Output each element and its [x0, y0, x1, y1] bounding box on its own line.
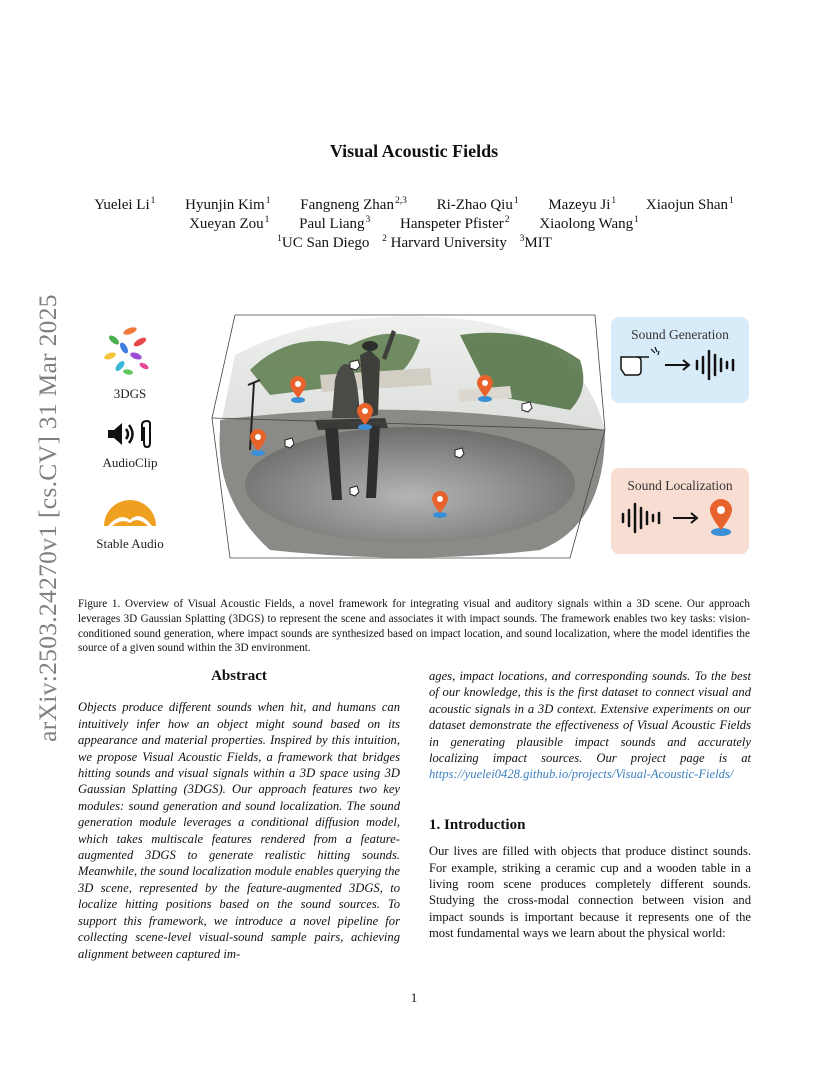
- module-audioclip: [70, 417, 190, 471]
- paperclip-icon: [140, 419, 154, 449]
- location-pin-icon: [357, 403, 373, 430]
- author-line-2: [0, 215, 828, 233]
- author: Yuelei Li$^1$: [94, 196, 156, 213]
- abstract-text: Objects produce different sounds when hit, and humans can intuitively infer how an object might sound based on its appearance and material properties. Inspired by this intuition, we propose Visual Acoustic Fields, a framework that bridges hitting sounds and visual signals within a 3D space using 3D Gaussian Splatting (3DGS). Our approach features two key modules: sound generation and sound localization. The sound generation module leverages a conditional diffusion model, which takes multiscale features rendered from a feature-augmented 3DGS to generate realistic hitting sounds. Meanwhile, the sound localization module enables querying the 3D scene, represented by the feature-augmented 3DGS, to localize hitting positions based on the sound sources. To support this framework, we introduce a novel pipeline for collecting scene-level visual-sound sample pairs, achieving alignment between captured im-: [78, 700, 400, 961]
- location-pin-icon: [477, 375, 493, 402]
- overview-figure: [90, 300, 755, 565]
- module-label: 3DGS: [113, 386, 147, 401]
- paper-title: Visual Acoustic Fields: [329, 141, 499, 161]
- introduction-text: Our lives are filled with objects that produce distinct sounds. For example, striking a ceramic cup and a wooden table in a living room scene produces completely different sounds. Studying the cross-modal connection between vision and impact sounds is important because it represents one of the most fundamental ways we learn about the physical world:: [429, 844, 751, 941]
- card-title: Sound Generation: [631, 327, 729, 342]
- affiliations: [0, 234, 828, 252]
- left-column: [78, 668, 400, 962]
- module-3dgs: [70, 322, 190, 402]
- gaussian-splat-icon: [100, 322, 160, 378]
- location-pin-icon: [290, 376, 306, 403]
- author: Hanspeter Pfister$^2$: [400, 215, 510, 232]
- location-pin-icon: [710, 499, 732, 536]
- introduction-heading: 1. Introduction: [429, 816, 526, 833]
- waveform-icon: [623, 504, 659, 532]
- author-line-1: [0, 196, 828, 214]
- affiliation: $^3$MIT: [519, 234, 552, 251]
- author: Fangneng Zhan$^{2,3}$: [300, 196, 407, 213]
- abstract-continued: ages, impact locations, and corresponding sounds. To the best of our knowledge, this is the first dataset to connect visual and acoustic signals in a 3D context. Extensive experiments on our dataset demonstrate the effectiveness of Visual Acoustic Fields in generating plausible impact sounds and accurately localizing impact sources. Our project page is at https://yuelei0428.github.io/projects/Visual-Acoustic-Fields/: [429, 669, 751, 782]
- scene-render: [210, 300, 610, 562]
- author: Mazeyu Ji$^1$: [548, 196, 617, 213]
- right-column: [429, 668, 751, 942]
- location-pin-icon: [432, 491, 448, 518]
- speaker-icon: [106, 420, 136, 448]
- figure-caption: Figure 1. Overview of Visual Acoustic Fields, a novel framework for integrating visual and auditory signals within a 3D scene. Our approach leverages 3D Gaussian Splatting (3DGS) to represent the scene and associates it with impact sounds. The framework enables two key tasks: vision-conditioned sound generation, where impact sounds are synthesized based on impact location, and sound localization, where the model identifies the source of a given sound within the 3D environment.: [78, 598, 750, 655]
- pointing-hand-icon: [621, 347, 659, 375]
- localization-diagram: [611, 494, 749, 538]
- author: Xueyan Zou$^1$: [189, 215, 270, 232]
- module-label: AudioClip: [102, 455, 158, 470]
- author: Xiaojun Shan$^1$: [645, 196, 734, 213]
- module-label: Stable Audio: [96, 536, 164, 551]
- generation-diagram: [611, 343, 749, 383]
- sun-logo-icon: [102, 496, 158, 528]
- affiliation: $^1$UC San Diego: [277, 234, 370, 251]
- abstract-heading: Abstract: [211, 668, 267, 684]
- arrow-icon: [673, 513, 697, 523]
- author: Hyunjin Kim$^1$: [185, 196, 271, 213]
- sound-generation-card: [611, 317, 749, 403]
- module-stable-audio: [70, 496, 190, 552]
- waveform-icon: [697, 351, 733, 379]
- sound-localization-card: [611, 468, 749, 554]
- arrow-icon: [665, 360, 689, 370]
- author: Paul Liang$^3$: [299, 215, 371, 232]
- location-pin-icon: [250, 429, 266, 456]
- card-title: Sound Localization: [627, 478, 733, 493]
- affiliation: $^2$ Harvard University: [382, 234, 507, 251]
- author: Xiaolong Wang$^1$: [539, 215, 639, 232]
- page-number: 1: [410, 990, 418, 1005]
- project-page-link[interactable]: https://yuelei0428.github.io/projects/Visual-Acoustic-Fields/: [429, 767, 734, 782]
- arxiv-stamp: arXiv:2503.24270v1 [cs.CV] 31 Mar 2025: [33, 294, 62, 742]
- author: Ri-Zhao Qiu$^1$: [436, 196, 519, 213]
